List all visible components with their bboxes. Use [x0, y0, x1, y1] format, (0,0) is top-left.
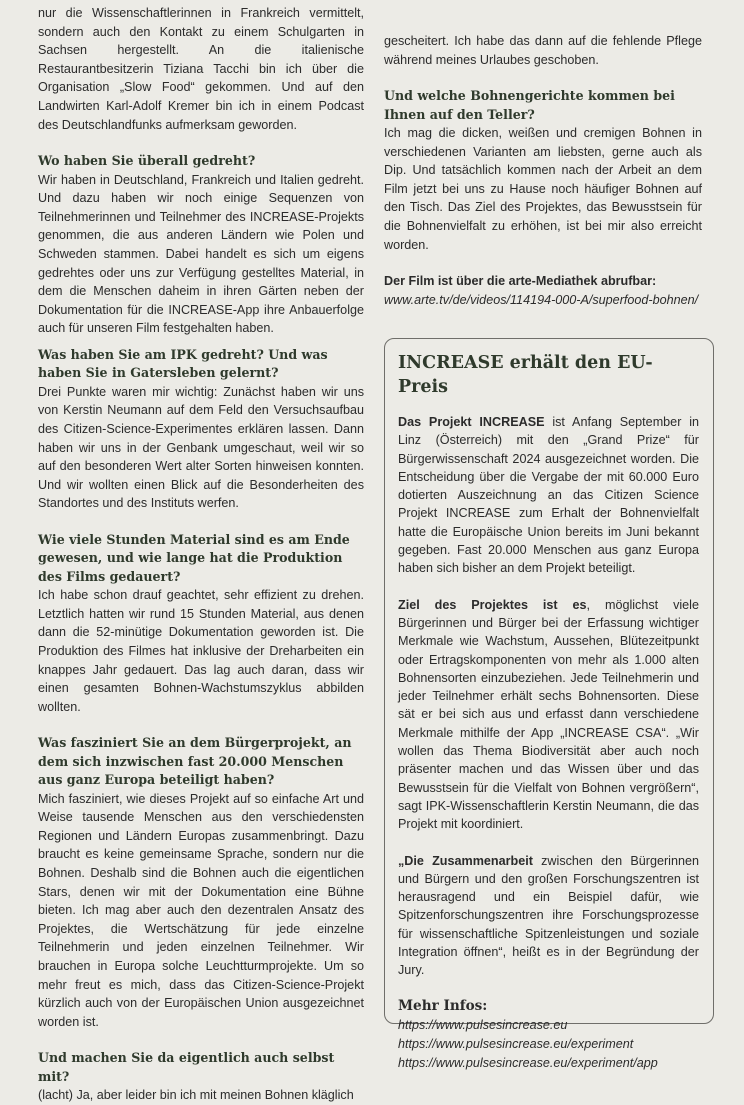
info-box-lead-1: Das Projekt INCREASE — [398, 415, 545, 429]
info-box-title: INCREASE erhält den EU-Preis — [398, 353, 653, 397]
info-box-lead-2: Ziel des Projektes ist es — [398, 597, 587, 612]
left-column-bottom — [38, 346, 364, 1105]
question-material-hours: Wie viele Stunden Material sind es am Ende gewesen, und wie lange hat die Produktion des Films gedauert? — [38, 531, 350, 584]
info-box-paragraph-2 — [398, 596, 699, 834]
answer-bean-dishes: Ich mag die dicken, weißen und cremigen Bohnen in verschiedenen Varianten am liebsten, gerne auch als Dip. Und tatsächlich kommen nach der Arbeit an dem Film jetzt bei uns zu Hause noch häufiger Bohnen auf den Tisch. Das Ziel des Projektes, das Bewusstsein für die Bohnenvielfalt zu erhöhen, ist bei mir also erreicht worden. — [384, 126, 702, 252]
question-ipk-filming: Was haben Sie am IPK gedreht? Und was haben Sie in Gatersleben gelernt? — [38, 347, 328, 381]
question-where-filmed: Wo haben Sie überall gedreht? — [38, 153, 256, 169]
left-column-top — [38, 4, 364, 338]
answer-material-hours: Ich habe schon drauf geachtet, sehr effizient zu drehen. Letztlich hatten wir rund 15 Stunden Material, aus denen dann die 52-minütige Dokumentation geworden ist. Die Produktion des Filmes hat inklusive der Dreharbeiten ein knappes Jahr gedauert. Das lag auch daran, dass wir einen gesamten Bohnen-Wachstumszyklus abbilden wollten. — [38, 588, 364, 714]
info-box-lead-3: „Die Zusammenarbeit — [398, 853, 533, 868]
question-participate: Und machen Sie da eigentlich auch selbst mit? — [38, 1050, 335, 1084]
more-info-heading: Mehr Infos: — [398, 997, 488, 1014]
answer-citizen-project: Mich fasziniert, wie dieses Projekt auf so einfache Art und Weise tausende Menschen aus den verschiedensten Regionen und Ländern Europas zusammenbringt. Dazu braucht es keine gemeinsame Sprache, sondern nur die Bohnen. Deshalb sind die Bohnen auch die eigentlichen Stars, denen wir mit der Dokumentation eine Bühne bieten. Ich mag aber auch den dezentralen Ansatz des Projektes, die Wertschätzung für jede einzelne Teilnehmerin und jeden einzelnen Teilnehmer. Wir brauchen in Europa solche Leuchtturmprojekte. Um so mehr freut es mich, dass das Citizen-Science-Projekt kürzlich auch von der Europäischen Union ausgezeichnet worden ist. — [38, 791, 364, 1029]
link-pulsesincrease-experiment[interactable]: https://www.pulsesincrease.eu/experiment — [398, 1036, 634, 1051]
answer-where-filmed: Wir haben in Deutschland, Frankreich und Italien gedreht. Und dazu haben wir noch einige Sequenzen von Teilnehmerinnen und Teilnehmer des INCREASE-Projekts genommen, die aus anderen Ländern wie Polen und Schweden stammen. Dabei handelt es sich um eigens gedrehtes oder uns zur Verfügung gestelltes Material, in dem die Menschen daheim in ihren Gärten neben der Dokumentation für die INCREASE-App ihre Anbauerfolge auch für unseren Film festgehalten haben. — [38, 172, 364, 336]
question-bean-dishes: Und welche Bohnengerichte kommen bei Ihnen auf den Teller? — [384, 88, 675, 122]
answer-ipk-filming: Drei Punkte waren mir wichtig: Zunächst haben wir uns von Kerstin Neumann auf dem Feld den Versuchsaufbau des Citizen-Science-Experimentes erklären lassen. Dann haben wir uns in der Genbank umgeschaut, weil wir so auf den besonderen Wert alter Sorten hinweisen konnten. Und wir wollten einen Blick auf die Besonderheiten des Standortes und des Instituts werfen. — [38, 384, 364, 511]
info-box-text-3: zwischen den Bürgerinnen und Bürgern und den großen Forschungszentren ist herausragend und ein Beispiel dafür, wie Spitzenforschungszentren ihre Forschungsprozesse für wissenschaftliche Spitzenleistungen und soziale Integration öffnen“, heißt es in der Begründung der Jury. — [398, 853, 699, 978]
right-column-top — [384, 32, 702, 309]
info-box-paragraph-1 — [398, 413, 699, 578]
info-box-text-1: ist Anfang September in Linz (Österreich) mit den „Grand Prize“ für Bürgerwissenschaft 2024 ausgezeichnet worden. Die Entscheidung über die Vergabe der mit 60.000 Euro dotierten Auszeichnung an das Citizen Science Projekt INCREASE zum Erhalt der Bohnenvielfalt hatte die Europäische Union bereits im Juni bekannt gegeben. Fast 20.000 Menschen aus ganz Europa haben sich bisher an dem Projekt beteiligt. — [398, 415, 700, 576]
eu-prize-info-box — [384, 338, 714, 1070]
info-box-paragraph-3 — [398, 852, 699, 980]
film-link[interactable]: www.arte.tv/de/videos/114194-000-A/superfood-bohnen/ — [384, 292, 699, 307]
continuation-paragraph: gescheitert. Ich habe das dann auf die fehlende Pflege während meines Urlaubes geschoben. — [384, 34, 702, 67]
link-pulsesincrease-app[interactable]: https://www.pulsesincrease.eu/experiment/app — [398, 1055, 658, 1070]
question-citizen-project: Was fasziniert Sie an dem Bürgerprojekt, an dem sich inzwischen fast 20.000 Menschen aus ganz Europa beteiligt haben? — [38, 735, 352, 788]
info-box-text-2: , möglichst viele Bürgerinnen und Bürger bei der Erfassung wichtiger Merkmale wie Wachstum, Aussehen, Blütezeitpunkt oder Ertragskomponenten von mehr als 1.000 alten Bohnensorten einzubeziehen. Jede Teilnehmerin und jeder Teilnehmer erhält sechs Bohnensorten. Diese sät er bei sich aus und erfasst dann verschiedene Merkmale mithilfe der App „INCREASE CSA“. „Wir wollen das Thema Biodiversität aber auch noch präsenter machen und das Wissen über und das Bewusstsein für die Vielfalt von Bohnen vergrößern“, sagt IPK-Wissenschaftlerin Kerstin Neumann, die das Projekt mit koordiniert. — [398, 597, 699, 832]
film-availability-note: Der Film ist über die arte-Mediathek abrufbar: — [384, 274, 657, 289]
link-pulsesincrease[interactable]: https://www.pulsesincrease.eu — [398, 1017, 568, 1032]
answer-participate: (lacht) Ja, aber leider bin ich mit meinen Bohnen kläglich — [38, 1088, 354, 1103]
intro-paragraph: nur die Wissenschaftlerinnen in Frankreich vermittelt, sondern auch den Kontakt zu einem Schulgarten in Sachsen hergestellt. An die italienische Restaurantbesitzerin Tiziana Tacchi bin ich über die Organisation „Slow Food“ gekommen. Und auf den Landwirten Karl-Adolf Kremer bin ich in einem Podcast des Deutschlandfunks aufmerksam geworden. — [38, 6, 364, 132]
